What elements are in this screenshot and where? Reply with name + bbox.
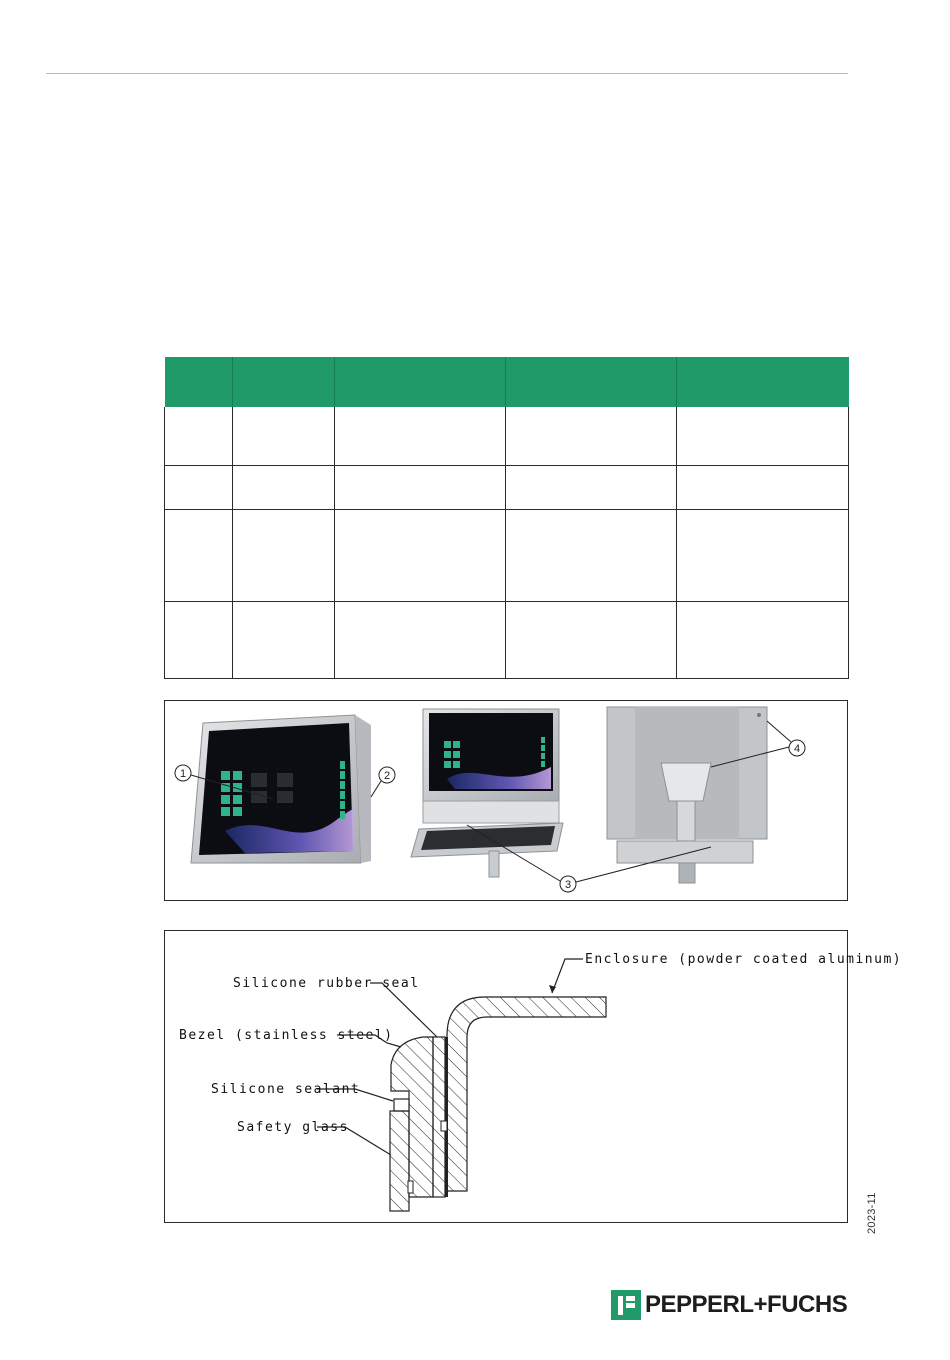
table-cell (677, 407, 849, 466)
label-sealant: Silicone sealant (211, 1082, 361, 1097)
sealant-shape (394, 1099, 409, 1111)
table-cell (506, 602, 677, 679)
table-cell (165, 602, 233, 679)
panel-pc-back (607, 707, 767, 883)
date-code: 2023-11 (866, 1192, 878, 1234)
panel-pc-front (191, 715, 371, 863)
svg-text:4: 4 (793, 743, 801, 755)
safety-glass-shape (390, 1111, 409, 1211)
table-cell (233, 510, 335, 602)
table-cell (233, 602, 335, 679)
table-cell (677, 466, 849, 510)
table-cell (677, 602, 849, 679)
table-cell (165, 466, 233, 510)
table-cell (677, 510, 849, 602)
table-header-cell (233, 357, 335, 407)
header-rule (46, 73, 848, 74)
label-safety-glass: Safety glass (237, 1120, 349, 1135)
table-row (165, 602, 849, 679)
label-enclosure: Enclosure (powder coated aluminum) (585, 952, 903, 967)
rubber-seal-shape (433, 1037, 445, 1197)
spec-table (164, 357, 849, 679)
table-header-cell (335, 357, 506, 407)
table-row (165, 466, 849, 510)
svg-text:1: 1 (179, 768, 187, 780)
table-row (165, 510, 849, 602)
table-row (165, 407, 849, 466)
table-header-cell (506, 357, 677, 407)
table-cell (233, 407, 335, 466)
table-cell (335, 602, 506, 679)
callout-2 (371, 767, 395, 797)
table-cell (335, 510, 506, 602)
panel-pc-stand (411, 709, 563, 877)
label-rubber-seal: Silicone rubber seal (233, 976, 420, 991)
product-illustration (165, 701, 847, 900)
table-cell (506, 510, 677, 602)
table-cell (506, 466, 677, 510)
table-header-cell (677, 357, 849, 407)
label-bezel: Bezel (stainless steel) (179, 1028, 394, 1043)
table-cell (335, 407, 506, 466)
brand-logo (611, 1290, 847, 1320)
enclosure-shape (447, 997, 606, 1191)
table-cell (165, 407, 233, 466)
table-cell (233, 466, 335, 510)
table-header-cell (165, 357, 233, 407)
table-cell (335, 466, 506, 510)
svg-text:3: 3 (564, 879, 572, 891)
pf-logo-icon (611, 1290, 641, 1320)
table-cell (165, 510, 233, 602)
svg-text:2: 2 (383, 770, 391, 782)
table-header-row (165, 357, 849, 407)
product-figure (164, 700, 848, 901)
table-cell (506, 407, 677, 466)
brand-name: PEPPERL+FUCHS (645, 1291, 848, 1318)
